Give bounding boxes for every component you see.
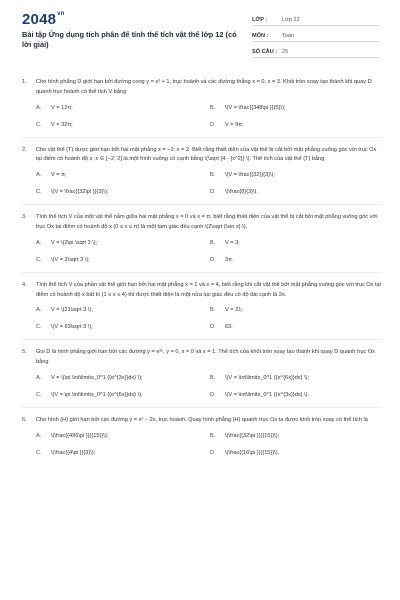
options [36,374,382,399]
option-letter: C. [36,189,42,196]
option-letter: B. [210,432,216,439]
option-text: \(V = \pi \int\limits_0^1 {{e^{6x}}dx} \); [51,391,143,398]
option-text: \(V = \frac{{32}}{3}\); [225,172,275,179]
option-c[interactable] [36,188,210,196]
option-letter: C. [36,449,42,456]
question-3 [22,213,382,273]
option-a[interactable] [36,432,210,440]
question-2 [22,146,382,206]
option-letter: C. [36,324,42,331]
document-title: Bài tập Ứng dụng tích phân để tính thể tích vật thể lớp 12 (có lời giải) [22,30,237,49]
option-letter: A. [36,307,42,314]
option-a[interactable] [36,104,210,112]
option-c[interactable] [36,121,210,129]
option-letter: B. [210,239,216,246]
divider [22,137,382,138]
option-text: 63. [225,324,233,331]
question-6 [22,416,382,457]
option-text: \(\frac{8}{3}\). [225,189,258,196]
option-b[interactable] [210,306,384,314]
option-text: V = 21; [225,307,243,314]
question-text: Tính thể tích V của một vật thể nằm giữa hai mặt phẳng x = 0 và x = π, biết rằng thiết diện của vật thể bị cắt bởi mặt phẳng vuông góc với trục Ox tại điểm có hoành độ x (0 ≤ x ≤ π) là một tam giác đều cạnh \(2\sqrt {\sin x} \). [36,214,378,230]
option-text: V = \(21\sqrt 3 \); [51,307,93,314]
divider [22,339,382,340]
option-d[interactable] [210,256,384,264]
logo-text: 2048 [22,11,57,28]
option-text: V = 3; [225,239,240,246]
option-c[interactable] [36,449,210,457]
options [36,104,382,129]
option-a[interactable] [36,171,210,179]
meta-value: Toán [282,32,295,39]
option-b[interactable] [210,171,384,179]
site-logo[interactable] [22,11,65,28]
options [36,239,382,264]
option-d[interactable] [210,188,384,196]
option-letter: B. [210,307,216,314]
option-b[interactable] [210,374,384,382]
option-b[interactable] [210,104,384,112]
option-d[interactable] [210,391,384,399]
option-b[interactable] [210,239,384,247]
option-text: \(V = 2\sqrt 3 \); [51,256,90,263]
option-letter: C. [36,121,42,128]
meta-row-count [252,46,380,58]
option-c[interactable] [36,256,210,264]
question-1 [22,78,382,138]
option-c[interactable] [36,391,210,399]
option-text: \(V = \frac{{348\pi }}{5}\); [225,104,286,111]
question-number: 3. [22,214,27,221]
option-d[interactable] [210,323,384,331]
option-b[interactable] [210,432,384,440]
option-letter: A. [36,172,42,179]
question-text: Tính thể tích V của phần vật thể giới hạn bởi hai mặt phẳng x = 1 và x = 4, biết rằng khi cắt vật thể bởi mặt phẳng vuông góc với trục Ox tại điểm có hoành độ x bất kì (1 ≤ x ≤ 4) thì được thiết diện là một nửa lục giác đều có độ dài cạnh là 2x. [36,281,381,298]
meta-value: Lớp 12 [282,16,300,23]
meta-row-class [252,14,380,26]
option-letter: D. [210,256,216,263]
option-letter: D. [210,189,216,196]
option-a[interactable] [36,374,210,382]
option-letter: D. [210,324,216,331]
divider [22,272,382,273]
question-number: 1. [22,79,27,85]
meta-label: SỐ CÂU : [252,48,278,55]
logo-suffix: vn [57,11,65,17]
question-text: Gọi D là hình phẳng giới hạn bởi các đường y = e³ˣ, y = 0, x = 0 và x = 1. Thể tích của khối tròn xoay tạo thành khi quay D quanh trục Ox bằng [36,349,375,366]
meta-label: MÔN : [252,32,269,39]
option-d[interactable] [210,449,384,457]
option-letter: A. [36,374,42,381]
option-text: 3π. [225,256,234,263]
option-letter: C. [36,256,42,263]
option-text: \(V = 63\sqrt 3 \); [51,324,93,331]
option-letter: C. [36,391,42,398]
question-text: Cho vật thể (T) được giới hạn bởi hai mặt phẳng x = −2; x = 2. Biết rằng thiết diện của vật thể bị cắt bởi mặt phẳng vuông góc với trục Ox tại điểm có hoành độ x, x ∈ [−2; 2] là một hình vuông có cạnh bằng \(\sqrt {4 - {x^2}} \). Thể tích của vật thể (T) bằng [36,146,377,163]
question-number: 2. [22,146,27,153]
meta-row-subject [252,30,380,42]
question-text: Cho hình (H) giới hạn bởi các đường y = x² − 2x, trục hoành. Quay hình phẳng (H) quanh trục Ox ta được khối tròn xoay có thể tích là [36,416,368,423]
option-text: V = 9π. [225,121,244,128]
document-header [0,0,400,62]
option-letter: B. [210,374,216,381]
question-4 [22,281,382,341]
option-a[interactable] [36,306,210,314]
option-letter: B. [210,172,216,179]
option-d[interactable] [210,121,384,129]
question-number: 6. [22,416,27,423]
option-text: V = 12π; [51,104,73,111]
option-c[interactable] [36,323,210,331]
question-text: Cho hình phẳng D giới hạn bởi đường cong y = x² + 1, trục hoành và các đường thẳng x = 0, x = 3. Khối tròn xoay tạo thành khi quay D quanh trục hoành có thể tích V bằng [36,79,372,95]
option-letter: D. [210,121,216,128]
divider [22,407,382,408]
divider [22,204,382,205]
question-number: 4. [22,281,27,288]
option-a[interactable] [36,239,210,247]
options [36,306,382,331]
option-text: \(\frac{{16\pi }}{{15}}\). [225,449,280,456]
question-5 [22,348,382,408]
option-text: V = π; [51,172,67,179]
option-letter: D. [210,391,216,398]
options [36,432,382,457]
question-number: 5. [22,349,27,356]
option-text: \(V = \frac{{32\pi }}{3}\); [51,189,109,196]
question-list [22,78,382,465]
option-text: V = \(\pi \int\limits_0^1 {{e^{3x}}dx} \); [51,374,143,381]
option-text: \(\frac{{496\pi }}{{15}}\); [51,432,109,439]
meta-info [252,14,380,62]
option-text: \(V = \int\limits_0^1 {{e^{6x}}dx} \); [225,374,310,381]
option-text: \(\frac{{4\pi }}{3}\); [51,449,96,456]
option-text: V = 32π; [51,121,73,128]
option-letter: A. [36,432,42,439]
option-letter: A. [36,104,42,111]
option-text: \(V = \int\limits_0^1 {{e^{3x}}dx} \). [225,391,310,398]
option-text: V = \(2\pi \sqrt 3 \); [51,239,98,246]
option-letter: B. [210,104,216,111]
option-text: \(\frac{{32\pi }}{{15}}\); [225,432,280,439]
meta-value: 25 [282,48,289,55]
option-letter: A. [36,239,42,246]
options [36,171,382,196]
option-letter: D. [210,449,216,456]
meta-label: LỚP : [252,16,268,23]
